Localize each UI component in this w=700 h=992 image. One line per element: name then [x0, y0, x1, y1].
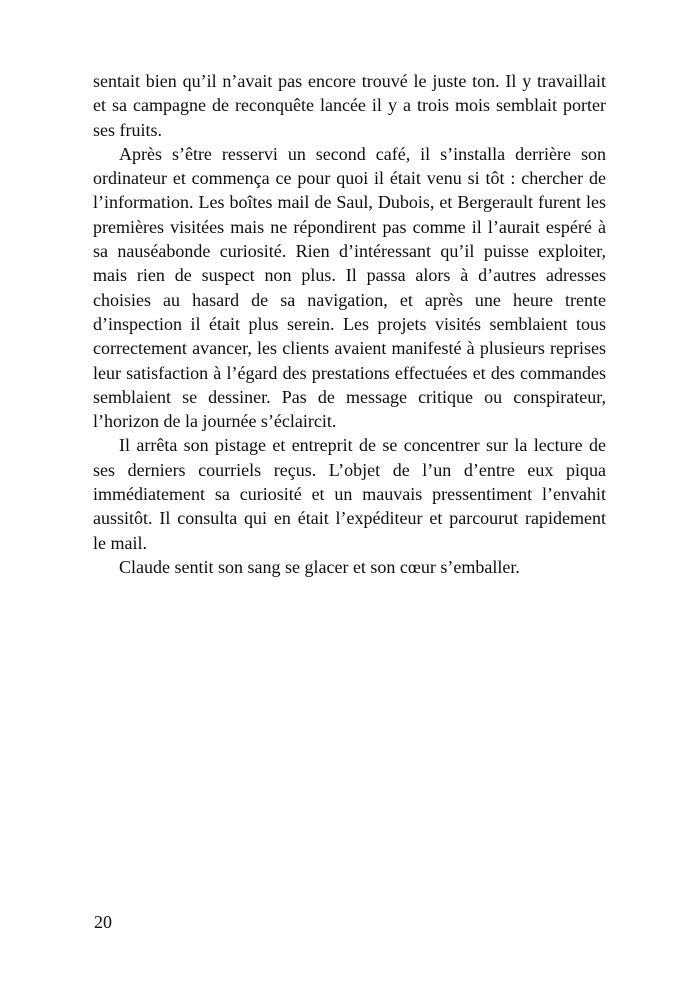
text-line-content: Il arrêta son pistage et entreprit de se concentrer sur la lecture de — [119, 435, 606, 456]
paragraph — [93, 433, 606, 554]
text-line-content: Après s’être resservi un second café, il s’installa derrière son — [119, 143, 606, 164]
text-line-content: le mail. — [93, 532, 147, 553]
page-number: 20 — [94, 912, 112, 932]
text-line — [93, 239, 606, 263]
text-line-content: semblaient se dessiner. Pas de message critique ou conspirateur, — [93, 386, 606, 407]
text-line-content: aussitôt. Il consulta qui en était l’expéditeur et parcourut rapidement — [93, 508, 606, 529]
text-line — [93, 458, 606, 482]
text-line — [93, 361, 606, 385]
text-line-content: d’inspection il était plus serein. Les projets visités semblaient tous — [93, 313, 606, 334]
text-line — [93, 142, 606, 166]
paragraph — [93, 142, 606, 434]
text-line — [93, 190, 606, 214]
text-line-content: correctement avancer, les clients avaient manifesté à plusieurs reprises — [93, 338, 606, 359]
text-line-content: sa nauséabonde curiosité. Rien d’intéressant qu’il puisse exploiter, — [93, 241, 606, 262]
text-line-content: ses derniers courriels reçus. L’objet de l’un d’entre eux piqua — [93, 459, 606, 480]
text-line — [93, 433, 606, 457]
text-line — [93, 385, 606, 409]
text-line — [93, 531, 606, 555]
text-line-content: mais rien de suspect non plus. Il passa alors à d’autres adresses — [93, 265, 606, 286]
paragraph — [93, 69, 606, 142]
text-line — [93, 69, 606, 93]
text-line — [93, 118, 606, 142]
text-line — [93, 482, 606, 506]
text-line — [93, 93, 606, 117]
text-line-content: immédiatement sa curiosité et un mauvais pressentiment l’envahit — [93, 484, 606, 505]
text-line-content: leur satisfaction à l’égard des prestations effectuées et des commandes — [93, 362, 606, 383]
text-line — [93, 263, 606, 287]
text-line — [93, 288, 606, 312]
text-line-content: ordinateur et commença ce pour quoi il était venu si tôt : chercher de — [93, 168, 606, 189]
text-line-content: Claude sentit son sang se glacer et son cœur s’emballer. — [119, 556, 520, 577]
text-line — [93, 312, 606, 336]
text-line-content: et sa campagne de reconquête lancée il y a trois mois semblait porter — [93, 95, 606, 116]
text-line-content: ses fruits. — [93, 119, 162, 140]
text-line — [93, 555, 606, 579]
text-block — [93, 69, 606, 579]
text-line — [93, 506, 606, 530]
text-line-content: premières visitées mais ne répondirent pas comme il l’aurait espéré à — [93, 216, 606, 237]
text-line-content: l’information. Les boîtes mail de Saul, Dubois, et Bergerault furent les — [93, 192, 606, 213]
text-line — [93, 166, 606, 190]
text-line — [93, 215, 606, 239]
paragraph — [93, 555, 606, 579]
text-line-content: choisies au hasard de sa navigation, et après une heure trente — [93, 289, 606, 310]
text-line-content: sentait bien qu’il n’avait pas encore trouvé le juste ton. Il y travaillait — [93, 71, 606, 91]
text-line — [93, 336, 606, 360]
text-line-content: l’horizon de la journée s’éclaircit. — [93, 411, 337, 432]
text-line — [93, 409, 606, 433]
